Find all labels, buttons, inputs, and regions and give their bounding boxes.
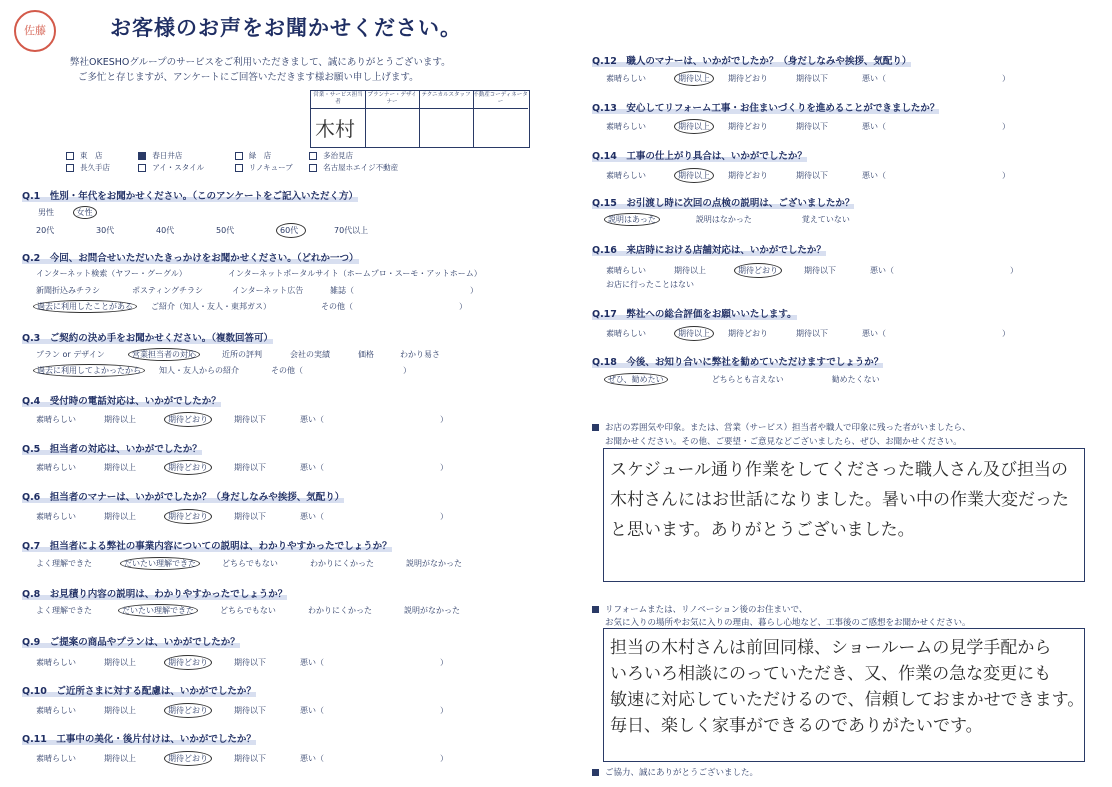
option[interactable]: 20代: [36, 226, 55, 235]
option-selected[interactable]: 期待以上: [674, 119, 714, 134]
option[interactable]: 期待以上: [104, 512, 136, 521]
staff-box: [310, 90, 530, 148]
option[interactable]: 素晴らしい: [36, 512, 76, 521]
staff-header: テクニカルスタッフ: [419, 91, 473, 109]
option[interactable]: 素晴らしい: [36, 754, 76, 763]
option[interactable]: 期待以上: [104, 463, 136, 472]
bullet-icon: [592, 424, 599, 431]
option[interactable]: 素晴らしい: [36, 658, 76, 667]
q7-options: [36, 558, 462, 569]
intro-line-2: ご多忙と存じますが、アンケートにご回答いただきます様お願い申し上げます。: [78, 72, 419, 83]
q17-label: Q.17 弊社への総合評価をお願いいたします。: [592, 309, 797, 320]
option[interactable]: インターネット検索（ヤフー・グーグル）: [36, 269, 187, 278]
q17-options: [606, 326, 1010, 341]
paren: ）: [440, 463, 448, 472]
comment1-line: 木村さんにはお世話になりました。暑い中の作業大変だった: [610, 490, 1069, 510]
paren: ）: [1002, 329, 1010, 338]
comment2-line: 担当の木村さんは前回同様、ショールームの見学手配から: [610, 638, 1052, 658]
option[interactable]: 50代: [216, 226, 235, 235]
store-label: 多治見店: [323, 151, 354, 160]
option[interactable]: 期待以上: [674, 266, 706, 275]
option-selected[interactable]: 期待どおり: [164, 751, 212, 766]
comment2-line: 敏速に対応していただけるので、信頼しておまかせできます。: [610, 690, 1085, 710]
option[interactable]: 悪い（: [300, 463, 324, 472]
option-selected[interactable]: 女性: [73, 206, 97, 219]
q14-options: [606, 168, 1010, 183]
option[interactable]: 素晴らしい: [606, 74, 646, 83]
option[interactable]: 悪い（: [862, 74, 886, 83]
option[interactable]: わかりにくかった: [310, 559, 374, 568]
q9-options: [36, 655, 448, 670]
option[interactable]: 期待以下: [234, 463, 266, 472]
option[interactable]: わかり易さ: [400, 350, 440, 359]
option[interactable]: 期待以下: [234, 415, 266, 424]
paren: ）: [470, 286, 478, 295]
q16-extra[interactable]: お店に行ったことはない: [606, 280, 694, 289]
q1-label: Q.1 性別・年代をお聞かせください。（このアンケートをご記入いただく方）: [22, 191, 358, 202]
q13-options: [606, 119, 1010, 134]
q16-options: [606, 263, 1018, 278]
option[interactable]: 近所の評判: [222, 350, 262, 359]
option[interactable]: 期待以下: [234, 658, 266, 667]
checkbox[interactable]: [235, 152, 243, 160]
store-label: 緑 店: [248, 151, 272, 160]
option-selected[interactable]: 過去に利用してよかったから: [33, 364, 145, 377]
q2-row1: [36, 268, 482, 279]
page-title: お客様のお声をお聞かせください。: [110, 16, 462, 40]
q13-label: Q.13 安心してリフォーム工事・お住まいづくりを進めることができましたか？: [592, 103, 940, 114]
paren: ）: [1002, 171, 1010, 180]
option[interactable]: 悪い（: [300, 658, 324, 667]
paren: ）: [440, 658, 448, 667]
option[interactable]: 期待以上: [104, 415, 136, 424]
option[interactable]: 悪い（: [862, 329, 886, 338]
option[interactable]: 期待以下: [796, 329, 828, 338]
option[interactable]: 期待以上: [104, 706, 136, 715]
store-label: リノキューブ: [248, 163, 293, 172]
option[interactable]: その他（: [321, 302, 353, 311]
checkbox[interactable]: [138, 164, 146, 172]
option[interactable]: わかりにくかった: [308, 606, 372, 615]
checkbox[interactable]: [309, 164, 317, 172]
option[interactable]: 30代: [96, 226, 115, 235]
staff-header: プランナー・デザイナー: [365, 91, 419, 109]
seal-stamp: 佐藤: [14, 10, 56, 52]
q2-row3: [33, 301, 467, 312]
option[interactable]: 雑誌（: [330, 286, 354, 295]
option[interactable]: よく理解できた: [36, 606, 92, 615]
comment1-prompt-1: お店の雰囲気や印象。または、営業（サービス）担当者や職人で印象に残った者がいましたら、: [592, 421, 971, 433]
option[interactable]: 覚えていない: [801, 215, 850, 224]
option-selected[interactable]: 期待以上: [674, 71, 714, 86]
option[interactable]: インターネットポータルサイト（ホームプロ・スーモ・アットホーム）: [228, 269, 482, 278]
option[interactable]: 素晴らしい: [36, 706, 76, 715]
option[interactable]: どちらでもない: [222, 559, 278, 568]
q9-label: Q.9 ご提案の商品やプランは、いかがでしたか？: [22, 637, 240, 648]
option-selected[interactable]: 説明はあった: [604, 213, 660, 226]
q4-label: Q.4 受付時の電話対応は、いかがでしたか？: [22, 396, 221, 407]
q11-options: [36, 751, 448, 766]
option[interactable]: 期待以下: [796, 74, 828, 83]
store-list: [66, 150, 353, 161]
option[interactable]: その他（: [271, 366, 303, 375]
option[interactable]: 期待以下: [234, 706, 266, 715]
option-selected[interactable]: 期待どおり: [164, 655, 212, 670]
option-selected[interactable]: 営業担当者の対応: [128, 348, 200, 361]
paren: ）: [1002, 122, 1010, 131]
checkbox[interactable]: [309, 152, 317, 160]
option[interactable]: 40代: [156, 226, 175, 235]
q18-label: Q.18 今後、お知り合いに弊社を勧めていただけますでしょうか？: [592, 357, 884, 368]
option[interactable]: 期待どおり: [728, 329, 768, 338]
q8-label: Q.8 お見積り内容の説明は、わかりやすかったでしょうか？: [22, 589, 288, 600]
option[interactable]: 説明がなかった: [404, 606, 460, 615]
option-selected[interactable]: 期待どおり: [734, 263, 782, 278]
store-label: 長久手店: [80, 163, 110, 172]
option[interactable]: 悪い（: [300, 754, 324, 763]
option-selected[interactable]: だいたい理解できた: [118, 604, 198, 617]
paren: ）: [440, 512, 448, 521]
option[interactable]: 知人・友人からの紹介: [159, 366, 239, 375]
store-list-2: [66, 162, 398, 173]
q14-label: Q.14 工事の仕上がり具合は、いかがでしたか？: [592, 151, 807, 162]
option[interactable]: 期待以下: [796, 171, 828, 180]
paren: ）: [1010, 266, 1018, 275]
option[interactable]: 期待どおり: [728, 122, 768, 131]
comment1-line: スケジュール通り作業をしてくださった職人さん及び担当の: [610, 460, 1068, 480]
option[interactable]: 説明がなかった: [406, 559, 462, 568]
option[interactable]: 期待どおり: [728, 171, 768, 180]
store-label: アイ・スタイル: [152, 163, 205, 172]
option[interactable]: 素晴らしい: [606, 329, 646, 338]
option[interactable]: 期待以上: [104, 754, 136, 763]
comment2-line: 毎日、楽しく家事ができるのでありがたいです。: [610, 716, 983, 736]
option[interactable]: 悪い（: [870, 266, 894, 275]
q3-row1: [36, 349, 440, 360]
comment1-box[interactable]: [603, 448, 1085, 582]
option[interactable]: 期待どおり: [728, 74, 768, 83]
option[interactable]: 悪い（: [300, 512, 324, 521]
q15-label: Q.15 お引渡し時に次回の点検の説明は、ございましたか？: [592, 198, 855, 209]
option[interactable]: 素晴らしい: [606, 171, 646, 180]
q5-label: Q.5 担当者の対応は、いかがでしたか？: [22, 444, 202, 455]
option[interactable]: 説明はなかった: [695, 215, 752, 224]
paren: ）: [440, 706, 448, 715]
option-selected[interactable]: 期待どおり: [164, 412, 212, 427]
q6-options: [36, 509, 448, 524]
staff-name: 木村: [315, 117, 355, 141]
staff-header: 不動産コーディネーター: [473, 91, 528, 109]
checkbox[interactable]: [66, 164, 74, 172]
option[interactable]: 価格: [358, 350, 374, 359]
paren: ）: [440, 415, 448, 424]
option[interactable]: 70代以上: [334, 226, 369, 235]
checkbox-checked[interactable]: [138, 152, 146, 160]
option[interactable]: 男性: [38, 208, 54, 217]
paren: ）: [459, 302, 467, 311]
q6-label: Q.6 担当者のマナーは、いかがでしたか？（身だしなみや挨拶、気配り）: [22, 492, 345, 503]
bullet-icon: [592, 606, 599, 613]
option[interactable]: 素晴らしい: [606, 266, 646, 275]
option-selected[interactable]: 期待どおり: [164, 509, 212, 524]
store-label: 春日井店: [152, 151, 183, 160]
q18-options: [604, 374, 880, 385]
q5-options: [36, 460, 448, 475]
option[interactable]: 会社の実績: [290, 350, 330, 359]
option-selected[interactable]: 期待以上: [674, 168, 714, 183]
comment1-prompt-2: お聞かせください。その他、ご要望・ご意見などございましたら、ぜひ、お聞かせください。: [605, 437, 962, 447]
store-label: 名古屋ホエイジ不動産: [323, 163, 399, 172]
comment2-line: いろいろ相談にのっていただき、又、作業の急な変更にも: [610, 664, 1052, 684]
option[interactable]: プラン or デザイン: [36, 350, 105, 359]
option-selected[interactable]: 過去に利用したことがある: [33, 300, 137, 313]
option[interactable]: ポスティングチラシ: [132, 286, 204, 295]
option[interactable]: どちらとも言えない: [711, 375, 784, 384]
q2-label: Q.2 今回、お問合せいただいたきっかけをお聞かせください。（どれか一つ）: [22, 253, 359, 264]
q12-options: [606, 71, 1010, 86]
staff-header: 営業・サービス担当者: [311, 91, 365, 109]
option-selected[interactable]: ぜひ、勧めたい: [604, 373, 668, 386]
option[interactable]: 期待以下: [234, 512, 266, 521]
q7-label: Q.7 担当者による弊社の事業内容についての説明は、わかりやすかったでしょうか？: [22, 541, 392, 552]
option[interactable]: インターネット広告: [232, 286, 304, 295]
option[interactable]: 期待以下: [804, 266, 836, 275]
comment2-prompt-2: お気に入りの場所やお気に入りの理由、暮らし心地など、工事後のご感想をお聞かせください。: [605, 618, 971, 628]
option[interactable]: よく理解できた: [36, 559, 92, 568]
q2-row2: [36, 285, 478, 296]
option[interactable]: 素晴らしい: [36, 463, 76, 472]
option[interactable]: 期待以上: [104, 658, 136, 667]
checkbox[interactable]: [66, 152, 74, 160]
option[interactable]: 悪い（: [300, 706, 324, 715]
option[interactable]: ご紹介（知人・友人・東邦ガス）: [151, 302, 271, 311]
option-selected[interactable]: だいたい理解できた: [120, 557, 200, 570]
paren: ）: [403, 366, 411, 375]
bullet-icon: [592, 769, 599, 776]
paren: ）: [440, 754, 448, 763]
q3-row2: [33, 365, 411, 376]
paren: ）: [1002, 74, 1010, 83]
q4-options: [36, 412, 448, 427]
footer-thanks: ご協力、誠にありがとうございました。: [592, 766, 758, 778]
option[interactable]: 悪い（: [862, 122, 886, 131]
option-selected[interactable]: 60代: [276, 223, 306, 238]
q10-options: [36, 703, 448, 718]
q11-label: Q.11 工事中の美化・後片付けは、いかがでしたか？: [22, 734, 256, 745]
option[interactable]: どちらでもない: [220, 606, 276, 615]
option[interactable]: 悪い（: [300, 415, 324, 424]
checkbox[interactable]: [235, 164, 243, 172]
q1-gender: [38, 207, 97, 218]
option[interactable]: 悪い（: [862, 171, 886, 180]
option[interactable]: 素晴らしい: [36, 415, 76, 424]
q3-label: Q.3 ご契約の決め手をお聞かせください。（複数回答可）: [22, 333, 274, 344]
option[interactable]: 新聞折込みチラシ: [36, 286, 100, 295]
option-selected[interactable]: 期待どおり: [164, 460, 212, 475]
q12-label: Q.12 職人のマナーは、いかがでしたか？（身だしなみや挨拶、気配り）: [592, 56, 912, 67]
option[interactable]: 素晴らしい: [606, 122, 646, 131]
comment1-line: と思います。ありがとうございました。: [610, 520, 915, 540]
option-selected[interactable]: 期待以上: [674, 326, 714, 341]
q16-label: Q.16 来店時における店舗対応は、いかがでしたか？: [592, 245, 826, 256]
store-label: 東 店: [80, 151, 103, 160]
q15-options: [604, 214, 850, 225]
option[interactable]: 勧めたくない: [831, 375, 880, 384]
option[interactable]: 期待以下: [234, 754, 266, 763]
q1-ages: [36, 223, 368, 238]
option-selected[interactable]: 期待どおり: [164, 703, 212, 718]
q8-options: [36, 605, 460, 616]
q10-label: Q.10 ご近所さまに対する配慮は、いかがでしたか？: [22, 686, 256, 697]
option[interactable]: 期待以下: [796, 122, 828, 131]
comment2-prompt-1: リフォームまたは、リノベーション後のお住まいで、: [592, 603, 807, 615]
intro-line-1: 弊社OKESHOグループのサービスをご利用いただきまして、誠にありがとうございます。: [70, 57, 451, 68]
comment2-box[interactable]: [603, 628, 1085, 762]
